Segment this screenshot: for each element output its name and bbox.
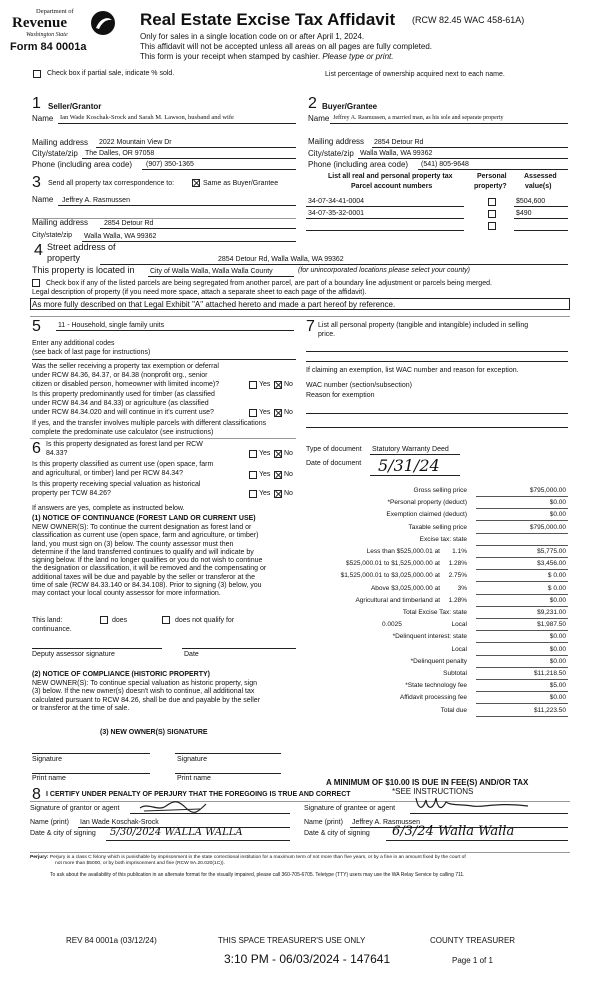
seller-heading: Seller/Grantor <box>48 102 102 111</box>
seller-name-field[interactable]: Ian Wade Koschak-Srock and Sarah M. Lawson, husband and wife <box>60 114 234 121</box>
q-text: Is this property designated as forest land per RCW <box>46 441 203 448</box>
section8-number: 8 <box>32 786 41 803</box>
section4-number: 4 <box>34 242 43 259</box>
tax-total-value[interactable]: $0.00 <box>549 633 566 641</box>
tier-rate-label: 2.75% <box>448 572 467 580</box>
no-label: No <box>284 490 293 497</box>
notice-line: (3) below. If the new owner(s) doesn't wish to continue, all additional tax <box>32 688 255 696</box>
parcels-value-head2: value(s) <box>525 183 552 190</box>
perjury-label: Perjury: <box>30 855 49 860</box>
grantee-sig-label: Signature of grantee or agent <box>304 805 396 812</box>
tax-total-label: Total due <box>440 706 467 714</box>
codes-text1: Enter any additional codes <box>32 340 115 347</box>
section3-number: 3 <box>32 174 41 191</box>
legal-text: Legal description of property (if you need more space, attach a separate sheet to each page of the affidavit). <box>32 289 367 296</box>
boundary-checkbox[interactable] <box>32 279 40 287</box>
personal-property-checkbox[interactable] <box>488 210 496 218</box>
yes-checkbox[interactable] <box>249 490 257 498</box>
tax-row-value[interactable]: $0.00 <box>549 511 566 519</box>
property-address-field[interactable]: 2854 Detour Rd, Walla Walla, WA 99362 <box>218 256 344 263</box>
yes-label: Yes <box>259 471 271 478</box>
notice-line: calculated pursuant to RCW 84.26, shall be due and payable by the seller <box>32 696 261 704</box>
revision-number: REV 84 0001a (03/12/24) <box>66 936 157 945</box>
form-citation: (RCW 82.45 WAC 458-61A) <box>412 15 525 25</box>
tier-rate-label: 1.1% <box>452 548 467 555</box>
tax-row-value[interactable]: $795,000.00 <box>529 523 566 531</box>
treasurer-use-note: THIS SPACE TREASURER'S USE ONLY <box>218 936 366 945</box>
section5-number: 5 <box>32 318 41 335</box>
buyer-phone-field[interactable]: (541) 805-9648 <box>421 161 469 168</box>
form-title: Real Estate Excise Tax Affidavit <box>140 10 396 29</box>
seller-phone-field[interactable]: (907) 350-1365 <box>146 161 194 168</box>
this-land-label: This land: <box>32 617 63 624</box>
parcels-head1: List all real and personal property tax <box>328 173 453 180</box>
tax-total-value[interactable]: $1,987.50 <box>537 621 566 629</box>
logo-dept-line1: Department of <box>36 8 74 15</box>
tax-total-value[interactable]: $0.00 <box>549 645 566 653</box>
partial-sale-label: Check box if partial sale, indicate % sold. <box>47 70 175 77</box>
section7-number: 7 <box>306 318 315 335</box>
seller-city-field[interactable]: The Dalles, OR 97058 <box>85 150 155 157</box>
notice3-title: (3) NEW OWNER(S) SIGNATURE <box>100 729 208 736</box>
s3-mail-field[interactable]: 2854 Detour Rd <box>104 220 154 227</box>
logo-dept-line2: Revenue <box>12 15 67 31</box>
section1-number: 1 <box>32 95 41 112</box>
does-label: does <box>112 617 128 624</box>
no-label: No <box>284 450 293 457</box>
tier-rate-label: 3% <box>457 584 467 592</box>
tax-total-value[interactable]: $11,218.50 <box>533 670 566 677</box>
street-label2: property <box>47 253 81 263</box>
notice-line: time of sale (RCW 84.33.140 or 84.34.108). Prior to signing (3) below, you <box>32 582 262 590</box>
personal-property-checkbox[interactable] <box>488 222 496 230</box>
q-text: 84.33? <box>46 450 68 457</box>
codes-text2: (see back of last page for instructions) <box>32 349 151 356</box>
minimum-line1: A MINIMUM OF $10.00 IS DUE IN FEE(S) AND/OR TAX <box>326 778 529 787</box>
deputy-date-label: Date <box>184 651 199 658</box>
tax-total-label: *State technology fee <box>405 682 467 690</box>
q-text: under RCW 84.36, 84.37, or 84.38 (nonprofit org., senior <box>32 372 208 379</box>
buyer-city-field[interactable]: Walla Walla, WA 99362 <box>360 150 433 157</box>
notice-line: may contact your local county assessor for more information. <box>32 590 221 598</box>
parcels-value-head1: Assessed <box>524 173 557 180</box>
personal-property-checkbox[interactable] <box>488 198 496 206</box>
tax-row-label: Gross selling price <box>413 487 467 494</box>
boundary-text: Check box if any of the listed parcels are being segregated from another parcel, are part of a boundary line adjustment or parcels being merged. <box>46 280 492 287</box>
seller-mail-field[interactable]: 2022 Mountain View Dr <box>99 139 172 146</box>
tax-row-value[interactable]: $795,000.00 <box>529 487 566 494</box>
tier-rate-label: 1.28% <box>448 560 467 568</box>
continuance-label: continuance. <box>32 626 72 633</box>
does-not-checkbox[interactable] <box>162 616 170 624</box>
partial-sale-checkbox[interactable] <box>33 70 41 78</box>
tier-range-label: Above $3,025,000.00 at <box>370 584 440 592</box>
buyer-mail-field[interactable]: 2854 Detour Rd <box>374 139 424 146</box>
legal-description-field[interactable]: As more fully described on that Legal Exhibit "A" attached hereto and made a part hereof by reference. <box>32 300 396 309</box>
no-checkbox[interactable] <box>274 471 282 479</box>
grantor-print-label: Name (print) <box>30 819 69 826</box>
seller-phone-label: Phone (including area code) <box>32 160 133 169</box>
seller-city-label: City/state/zip <box>32 149 78 158</box>
notice-line: signing below. If the land no longer qualifies or you do not wish to continue <box>32 557 263 565</box>
no-checkbox[interactable] <box>274 490 282 498</box>
parcels-personal-head1: Personal <box>477 173 507 180</box>
seller-name-label: Name <box>32 114 54 123</box>
tax-total-label: *Delinquent penalty <box>410 657 467 665</box>
located-field[interactable]: City of Walla Walla, Walla Walla County <box>150 268 273 275</box>
s3-city-label: City/state/zip <box>32 232 73 239</box>
header-note1: Only for sales in a single location code on or after April 1, 2024. <box>140 32 365 41</box>
header-note3-italic: Please type or print. <box>322 52 394 61</box>
buyer-name-field[interactable]: Jeffrey A. Rasmussen, a married man, as his sole and separate property <box>333 115 504 121</box>
located-note: (for unincorporated locations please select your county) <box>298 267 470 274</box>
q-text: under RCW 84.34.020 and will continue in it's current use? <box>32 409 214 416</box>
county-treasurer-label: COUNTY TREASURER <box>430 936 516 945</box>
q3-text: complete the predominate use calculator (see instructions) <box>32 429 214 436</box>
exemption-note: If claiming an exemption, list WAC number and reason for exception. <box>306 367 519 374</box>
tax-total-value[interactable]: $0.00 <box>549 657 566 665</box>
grantee-date-label: Date & city of signing <box>304 830 370 837</box>
no-checkbox[interactable] <box>274 409 282 417</box>
s7-text1: List all personal property (tangible and intangible) included in selling <box>318 322 529 329</box>
tier-range-label: Less than $525,000.01 at <box>366 548 440 555</box>
q-text: citizen or disabled person, homeowner with limited income)? <box>32 381 220 388</box>
q-text: Is this property classified as current use (open space, farm <box>32 461 214 468</box>
tier-range-label: Agricultural and timberland at <box>355 596 440 604</box>
deputy-sig-label: Deputy assessor signature <box>32 651 115 658</box>
doc-type-label: Type of document <box>306 446 362 453</box>
notice-line: the designation or classification, it will be removed and the compensating or <box>32 565 267 573</box>
yes-label: Yes <box>259 409 271 416</box>
yes-checkbox[interactable] <box>249 381 257 389</box>
owner-print-label: Print name <box>177 775 211 782</box>
grantor-print-field[interactable]: Ian Wade Koschak-Srock <box>80 819 159 826</box>
notice1-body <box>32 524 266 599</box>
tax-row-label: Taxable selling price <box>408 523 467 531</box>
yes-checkbox[interactable] <box>249 450 257 458</box>
s7-text2: price. <box>318 331 336 338</box>
tier-range-label: $525,000.01 to $1,525,000.00 at <box>346 560 440 568</box>
local-rate-label: 0.0025 <box>382 621 402 629</box>
grantee-print-label: Name (print) <box>304 819 343 826</box>
doc-date-field[interactable]: 5/31/24 <box>378 456 440 475</box>
yes-checkbox[interactable] <box>249 409 257 417</box>
q-text: Was the seller receiving a property tax exemption or deferral <box>32 363 219 370</box>
buyer-name-label: Name <box>308 114 330 123</box>
tier-value[interactable]: $ 0.00 <box>547 572 566 580</box>
owner-sig-label: Signature <box>32 756 62 763</box>
notice-line: determine if the land transferred continues to qualify and will indicate by <box>32 548 254 556</box>
q-text: property per TCW 84.26? <box>32 490 111 497</box>
does-checkbox[interactable] <box>100 616 108 624</box>
parcels-head2: Parcel account numbers <box>351 183 433 190</box>
tax-row-value[interactable]: $0.00 <box>549 499 566 507</box>
tier-value[interactable]: $ 0.00 <box>547 584 566 592</box>
doc-type-field[interactable]: Statutory Warranty Deed <box>372 446 449 453</box>
tax-row-label: Exemption claimed (deduct) <box>386 511 467 519</box>
owner-print-label: Print name <box>32 775 66 782</box>
tax-total-label: *Delinquent interest: state <box>392 633 467 641</box>
tier-value[interactable]: $0.00 <box>549 596 566 604</box>
owner-sig-label: Signature <box>177 756 207 763</box>
yes-label: Yes <box>259 490 271 497</box>
parcel-number[interactable]: 34-07-34-41-0004 <box>308 198 365 205</box>
notice-line: NEW OWNER(S): To continue special valuation as historic property, sign <box>32 680 257 687</box>
q-text: Is this property receiving special valuation as historical <box>32 481 201 488</box>
s3-name-label: Name <box>32 195 54 204</box>
tax-total-label: Total Excise Tax: state <box>402 609 467 616</box>
certify-text: I CERTIFY UNDER PENALTY OF PERJURY THAT THE FOREGOING IS TRUE AND CORRECT <box>46 791 351 798</box>
perjury-text2: not more than $5000, or by both imprisonment and fine (RCW 9A.20.020(1C)). <box>55 861 225 866</box>
ownership-note: List percentage of ownership acquired next to each name. <box>325 71 505 78</box>
no-label: No <box>284 381 293 388</box>
tax-total-value[interactable]: $11,223.50 <box>533 706 566 714</box>
doc-date-label: Date of document <box>306 460 362 467</box>
s3-city-field[interactable]: Walla Walla, WA 99362 <box>84 233 157 240</box>
s3-mail-label: Mailing address <box>32 218 89 227</box>
q3-text: If yes, and the transfer involves multiple parcels with different classifications <box>32 420 267 427</box>
grantor-sig-label: Signature of grantor or agent <box>30 805 120 812</box>
q-text: and agricultural, or timber) land per RCW 84.34? <box>32 470 183 477</box>
tax-total-label: Local <box>451 621 467 629</box>
tier-value[interactable]: $5,775.00 <box>537 548 566 555</box>
tier-range-label: $1,525,000.01 to $3,025,000.00 at <box>340 572 440 580</box>
street-label1: Street address of <box>47 242 116 252</box>
s3-name-field[interactable]: Jeffrey A. Rasmussen <box>62 197 130 204</box>
logo-dept-line3: Washington State <box>26 32 68 38</box>
receipt-stamp: 3:10 PM - 06/03/2024 - 147641 <box>224 952 391 966</box>
yes-label: Yes <box>259 450 271 457</box>
page-indicator: Page 1 of 1 <box>452 956 493 965</box>
wac-label: WAC number (section/subsection) <box>306 382 412 389</box>
seller-mail-label: Mailing address <box>32 138 89 147</box>
buyer-city-label: City/state/zip <box>308 149 354 158</box>
no-checkbox[interactable] <box>274 450 282 458</box>
buyer-mail-label: Mailing address <box>308 137 365 146</box>
notice2-body <box>32 680 260 713</box>
no-checkbox[interactable] <box>274 381 282 389</box>
header-note3: This form is your receipt when stamped by cashier. Please type or print. <box>140 52 394 61</box>
buyer-heading: Buyer/Grantee <box>322 102 378 111</box>
notice2-title: (2) NOTICE OF COMPLIANCE (HISTORIC PROPERTY) <box>32 671 210 678</box>
q-text: Is this property predominantly used for timber (as classified <box>32 391 215 398</box>
tax-total-label: Affidavit processing fee <box>399 694 467 702</box>
section6-number: 6 <box>32 440 41 457</box>
buyer-phone-label: Phone (including area code) <box>308 160 409 169</box>
assessed-value[interactable]: $504,600 <box>516 198 546 205</box>
tax-total-value[interactable]: $0.00 <box>549 694 566 702</box>
notice1-title: (1) NOTICE OF CONTINUANCE (FOREST LAND OR CURRENT USE) <box>32 515 256 522</box>
tier-rate-label: 1.28% <box>448 596 467 604</box>
yes-label: Yes <box>259 381 271 388</box>
grantor-date-label: Date & city of signing <box>30 830 96 837</box>
same-as-buyer-checkbox[interactable] <box>192 179 200 187</box>
tax-row-label: *Personal property (deduct) <box>387 499 467 507</box>
use-code-field[interactable]: 11 - Household, single family units <box>58 322 165 329</box>
tax-total-label: Subtotal <box>443 670 467 677</box>
grantor-date-field[interactable]: 5/30/2024 WALLA WALLA <box>110 827 243 838</box>
no-label: No <box>284 409 293 416</box>
tax-row-label: Excise tax: state <box>419 535 467 543</box>
assessed-value[interactable]: $490 <box>516 210 532 217</box>
notice-line: classification as current use (open space, farm and agriculture, or timber) <box>32 532 259 540</box>
q-text: under RCW 84.34 and 84.33) or agriculture (as classified <box>32 400 209 407</box>
grantee-date-field[interactable]: 6/3/24 Walla Walla <box>392 824 515 839</box>
tax-total-value[interactable]: $5.00 <box>549 682 566 690</box>
located-label: This property is located in <box>32 265 135 275</box>
yes-checkbox[interactable] <box>249 471 257 479</box>
answers-note: If answers are yes, complete as instructed below. <box>32 505 185 512</box>
grantee-print-field[interactable]: Jeffrey A. Rasmussen <box>352 819 420 826</box>
header-note2: This affidavit will not be accepted unless all areas on all pages are fully completed. <box>140 42 433 51</box>
same-as-buyer-label: Same as Buyer/Grantee <box>203 180 279 187</box>
notice-line: or transferor at the time of sale. <box>32 704 130 712</box>
reason-label: Reason for exemption <box>306 392 375 399</box>
does-not-label: does not qualify for <box>175 617 235 624</box>
tax-total-value[interactable]: $9,231.00 <box>537 609 566 616</box>
dor-swoosh-icon <box>90 10 116 36</box>
parcels-personal-head2: property? <box>474 183 507 190</box>
section2-number: 2 <box>308 95 317 112</box>
tier-value[interactable]: $3,456.00 <box>537 560 566 568</box>
tax-total-label: Local <box>451 645 467 653</box>
notice-line: additional taxes will be due and payable by the seller or transferor at the <box>32 573 255 581</box>
parcel-number[interactable]: 34-07-35-32-0001 <box>308 210 365 217</box>
notice-line: land, you must sign on (3) below. The county assessor must then <box>32 540 234 548</box>
perjury-text1: Perjury: Perjury is a class C felony which is punishable by imprisonment in the state correctional institution for a maximum term of not more than five years, or by a fine in an amount fixed by the court of <box>30 855 466 860</box>
alternate-format-note: To ask about the availability of this publication in an alternate format for the visually impaired, please call 360-705-6705. Teletype (TTY) users may use the WA Relay Service by calling 711. <box>50 872 465 878</box>
form-number: Form 84 0001a <box>10 41 87 53</box>
notice-line: NEW OWNER(S): To continue the current designation as forest land or <box>32 524 252 531</box>
minimum-line2: *SEE INSTRUCTIONS <box>392 787 474 796</box>
no-label: No <box>284 471 293 478</box>
section3-text: Send all property tax correspondence to: <box>48 180 175 187</box>
